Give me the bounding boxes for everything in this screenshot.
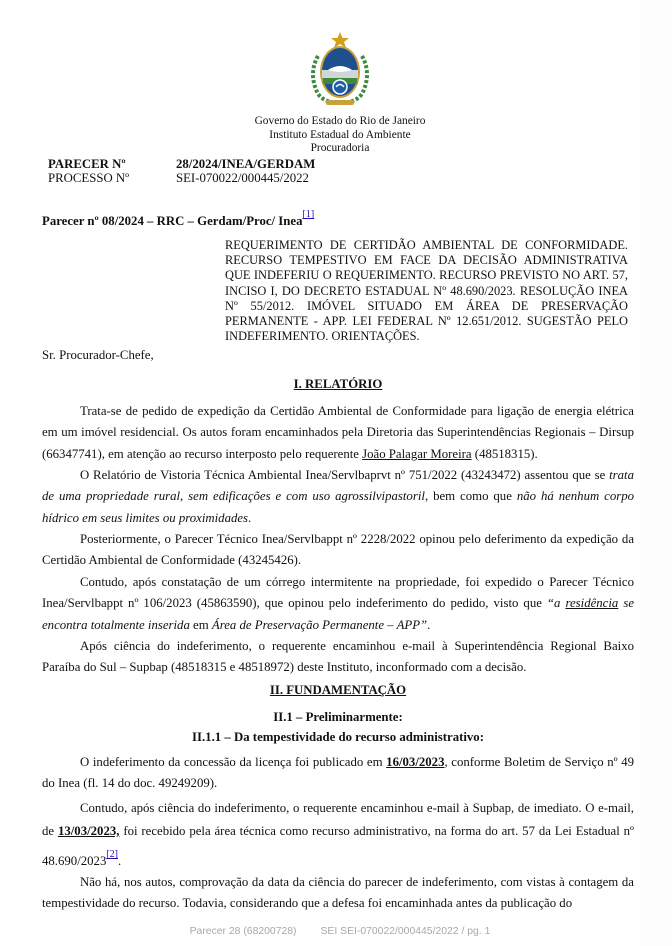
subsection-heading: II.1.1 – Da tempestividade do recurso administrativo: (192, 730, 484, 744)
paragraph: Após ciência do indeferimento, o requerente encaminhou e-mail à Superintendência Regional Baixo Paraíba do Sul – Supbap (48518315 e 48518972) deste Instituto, inconformado com a decisão. (42, 639, 634, 675)
coat-of-arms-icon (304, 30, 376, 110)
footer-doc-id: Parecer 28 (68200728) (189, 926, 297, 937)
parecer-title-text: Parecer nº 08/2024 – RRC – Gerdam/Proc/ Inea (42, 214, 303, 228)
department-name: Procuradoria (310, 142, 370, 154)
page-footer (0, 926, 672, 937)
footnote-link-2[interactable]: [2] (106, 849, 119, 860)
processo-number: SEI-070022/000445/2022 (176, 171, 309, 185)
paragraph: Posteriormente, o Parecer Técnico Inea/Servlbappt nº 2228/2022 opinou pelo deferimento da expedição da Certidão Ambiental de Conformidade (43245426). (42, 532, 634, 568)
paragraph: O Relatório de Vistoria Técnica Ambiental Inea/Servlbaprvt nº 751/2022 (43243472) assentou que se trata de uma propriedade rural, sem edificações e com uso agrossilvipastoril, bem como que não há nenhum corpo hídrico em seus limites ou proximidades. (42, 468, 635, 525)
paragraph: O indeferimento da concessão da licença foi publicado em 16/03/2023, conforme Boletim de Serviço nº 49 do Inea (fl. 14 do doc. 49249209). (42, 755, 634, 791)
email-date: 13/03/2023, (57, 824, 120, 838)
footer-sei-page: SEI SEI-070022/000445/2022 / pg. 1 (320, 926, 491, 937)
section-heading-relatorio: I. RELATÓRIO (293, 377, 383, 391)
paragraph: Trata-se de pedido de expedição da Certidão Ambiental de Conformidade para ligação de energia elétrica em um imóvel residencial. Os autos foram encaminhados pela Diretoria das Superintendências Regionais – Dirsup (66347741), em atenção ao recurso interposto pelo requerente João Palagar Moreira (48518315). (42, 404, 634, 461)
salutation: Sr. Procurador-Chefe, (42, 348, 154, 362)
subsection-heading: II.1 – Preliminarmente: (273, 710, 403, 724)
institute-name: Instituto Estadual do Ambiente (269, 128, 411, 141)
paragraph: Não há, nos autos, comprovação da data da ciência do parecer de indeferimento, com vistas à contagem da tempestividade do recurso. Todavia, considerando que a defesa foi encaminhada antes da publicação do (42, 875, 634, 911)
paragraph: Contudo, após ciência do indeferimento, o requerente encaminhou e-mail à Supbap, de imediato. O e-mail, de 13/03/2023, foi recebido pela área técnica como recurso administrativo, na forma do art. 57 da Lei Estadual nº 48.690/2023[2]. (42, 801, 634, 868)
parecer-label: PARECER Nº (48, 157, 126, 171)
requester-name: João Palagar Moreira (362, 446, 472, 461)
document-meta (48, 157, 315, 185)
paragraph: Contudo, após constatação de um córrego intermitente na propriedade, foi expedido o Parecer Técnico Inea/Servlbappt nº 106/2023 (45863590), que opinou pelo indeferimento do pedido, visto que “a residência se encontra totalmente inserida em Área de Preservação Permanente – APP”. (42, 575, 634, 632)
footnote-link-1[interactable]: [1] (302, 209, 315, 220)
publication-date: 16/03/2023 (386, 755, 445, 769)
section-heading-fundamentacao: II. FUNDAMENTAÇÃO (269, 683, 407, 697)
institution-header (0, 115, 672, 156)
ementa: REQUERIMENTO DE CERTIDÃO AMBIENTAL DE CONFORMIDADE. RECURSO TEMPESTIVO EM FACE DA DECISÃO ADMINISTRATIVA QUE INDEFERIU O REQUERIMENTO. RECURSO PREVISTO NO ART. 57, INCISO I, DO DECRETO ESTADUAL Nº 48.690/2023. RESOLUÇÃO INEA Nº 55/2012. IMÓVEL SITUADO EM ÁREA DE PRESERVAÇÃO PERMANENTE - APP. LEI FEDERAL Nº 12.651/2012. SUGESTÃO PELO INDEFERIMENTO. ORIENTAÇÕES. (225, 238, 628, 344)
scrollbar-track[interactable] (640, 0, 672, 946)
parecer-number: 28/2024/INEA/GERDAM (176, 157, 316, 171)
parecer-title (42, 209, 314, 229)
government-name: Governo do Estado do Rio de Janeiro (254, 115, 426, 127)
processo-label: PROCESSO Nº (48, 171, 130, 185)
